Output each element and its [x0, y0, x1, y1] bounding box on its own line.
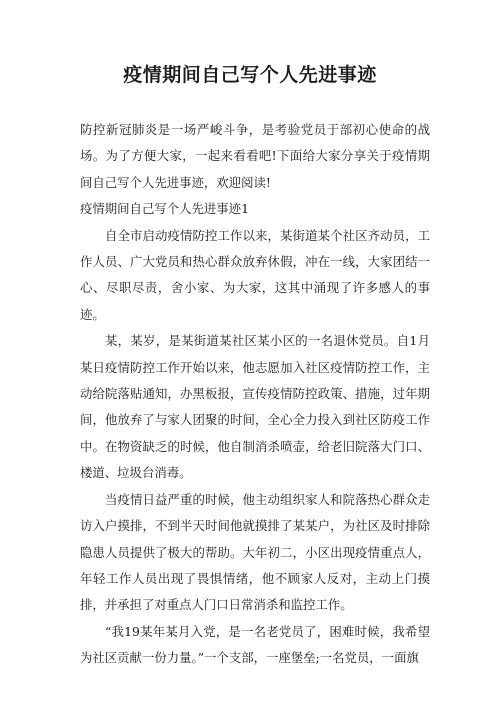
- section-heading: 疫情期间自己写个人先进事迹1: [80, 201, 249, 217]
- body-paragraph: 某，某岁，是某街道某社区某小区的一名退休党员。自1月某日疫情防控工作开始以来，他志愿加入社区疫情防控工作，主动给院落贴通知，办黑板报，宣传疫情防控政策、措施，过年期间，他放弃了与家人团聚的时间，全心全力投入到社区防疫工作中。在物资缺乏的时候，他自制消杀喷壶，给老旧院落大门口、楼道、垃圾台消毒。: [80, 333, 430, 481]
- body-paragraph: 自全市启动疫情防控工作以来，某街道某个社区齐动员，工作人员、广大党员和热心群众放弃休假，冲在一线，大家团结一心、尽职尽责，舍小家、为大家，这其中涌现了许多感人的事迹。: [80, 227, 430, 322]
- intro-paragraph: 防控新冠肺炎是一场严峻斗争，是考验党员于部初心使命的战场。为了方便大家，一起来看看吧!下面给大家分享关于疫情期间自己写个人先进事迹，欢迎阅读!: [80, 122, 430, 190]
- document-body: [80, 117, 430, 672]
- body-paragraph: 当疫情日益严重的时候，他主动组织家人和院落热心群众走访入户摸排，不到半天时间他就摸排了某某户，为社区及时排除隐患人员提供了极大的帮助。大年初二，小区出现疫情重点人，年轻工作人员出现了畏惧情绪，他不顾家人反对，主动上门摸排，并承担了对重点人门口日常消杀和监控工作。: [80, 491, 430, 613]
- document-title: 疫情期间自己写个人先进事迹: [123, 64, 377, 86]
- body-paragraph: “我19某年某月入党，是一名老党员了，困难时候，我希望为社区贡献一份力量。”一个支部，一座堡垒;一名党员，一面旗: [80, 623, 430, 666]
